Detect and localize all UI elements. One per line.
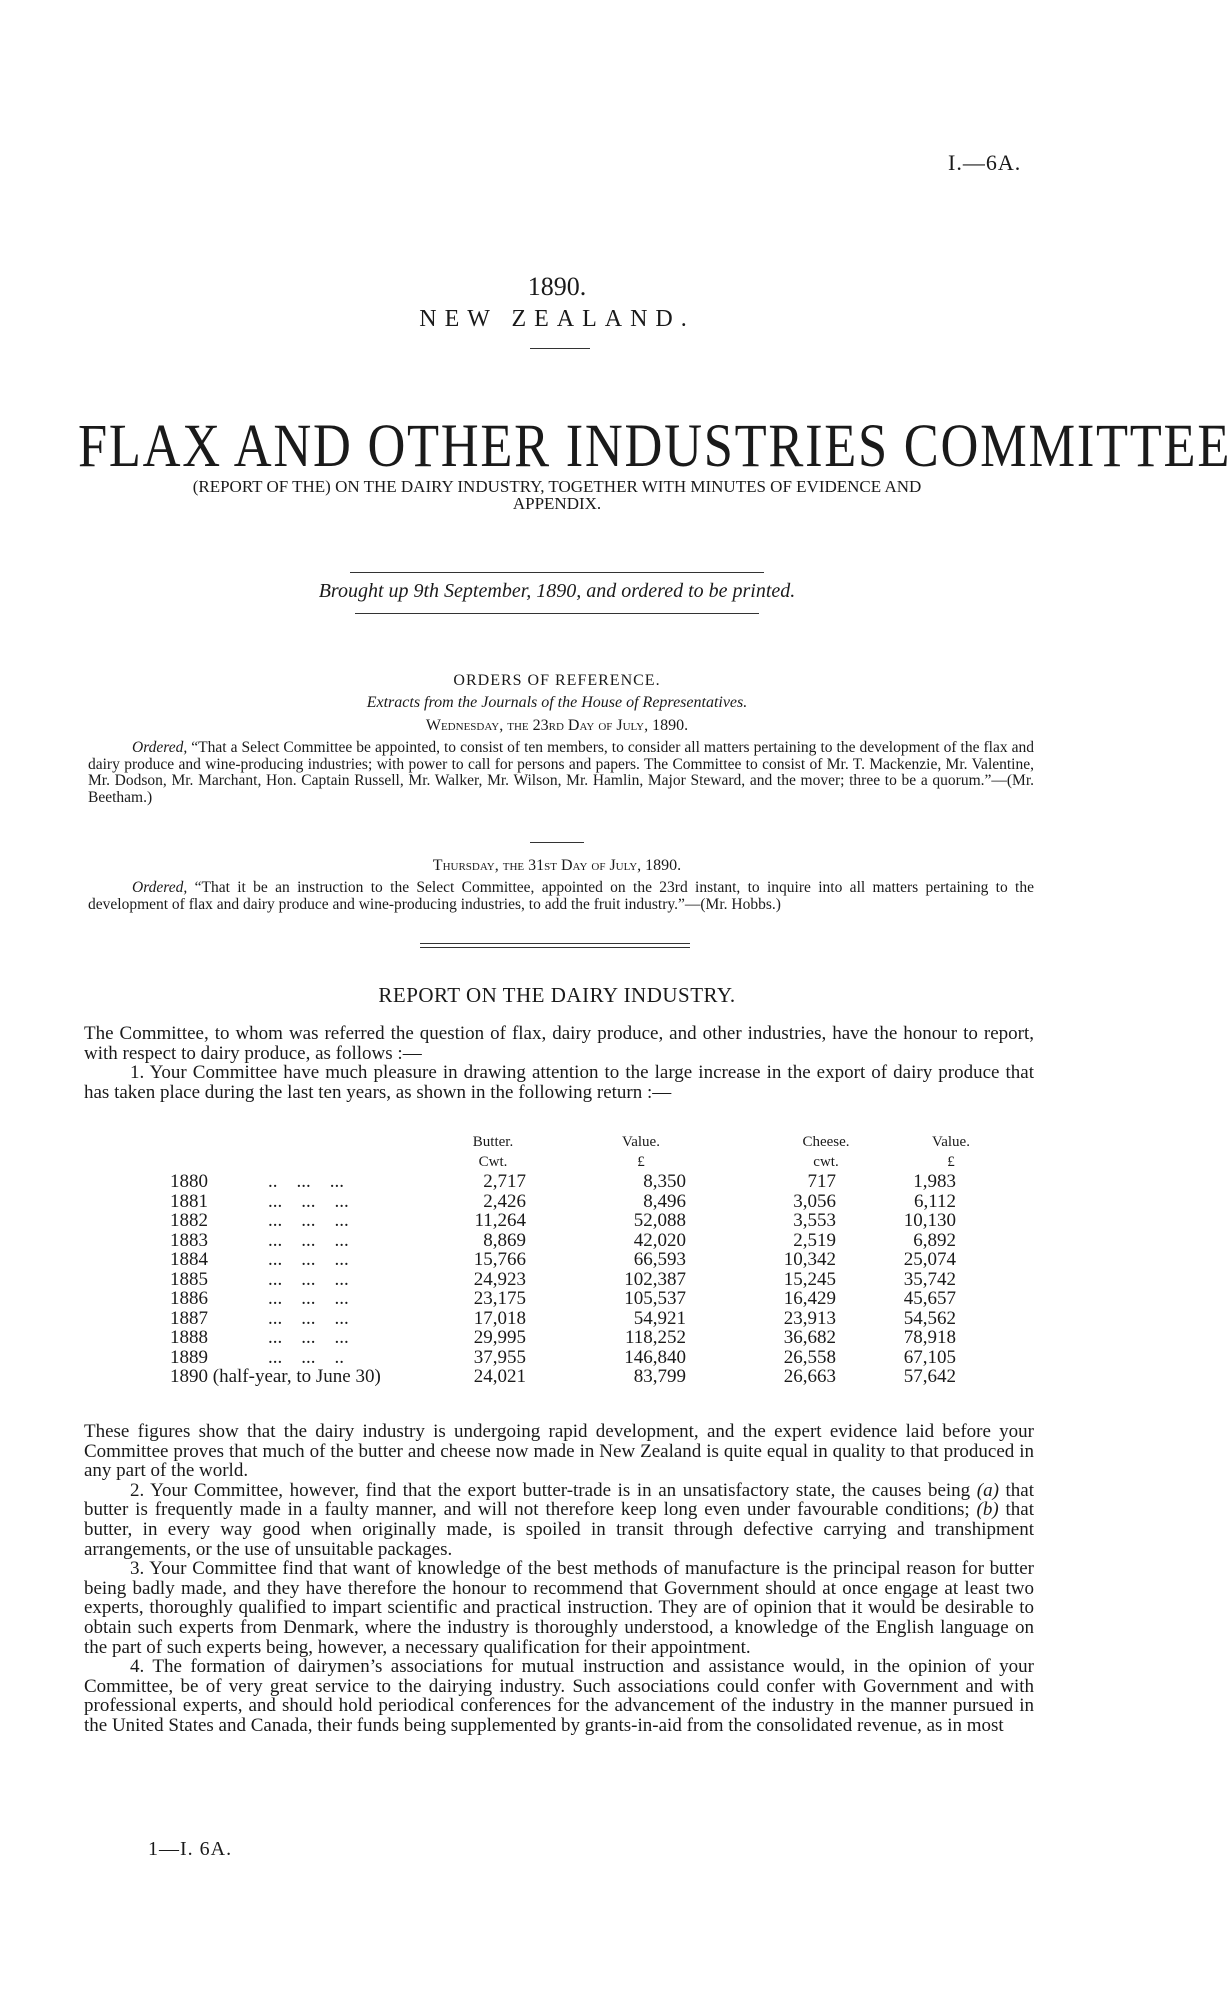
table-row bbox=[170, 1172, 1006, 1192]
divider bbox=[420, 943, 690, 944]
divider bbox=[530, 842, 584, 843]
cheese-value-cell: 78,918 bbox=[903, 1327, 956, 1348]
cheese-cell: 2,519 bbox=[793, 1229, 836, 1251]
butter-cell: 2,426 bbox=[483, 1190, 526, 1212]
butter-cell: 11,264 bbox=[474, 1210, 526, 1231]
leader-dots: ... ... ... bbox=[268, 1190, 349, 1212]
table-row bbox=[170, 1348, 1006, 1368]
cheese-cell: 3,056 bbox=[793, 1190, 836, 1212]
butter-cell: 15,766 bbox=[473, 1249, 526, 1270]
brought-up-note: Brought up 9th September, 1890, and ordered to be printed. bbox=[318, 580, 796, 602]
year-cell: 1887 bbox=[170, 1307, 208, 1329]
butter-cell: 8,869 bbox=[483, 1229, 526, 1251]
butter-value-cell: 118,252 bbox=[624, 1327, 686, 1348]
column-header: Butter. Cwt. bbox=[472, 1134, 514, 1170]
butter-value-cell: 8,350 bbox=[643, 1171, 686, 1192]
butter-value-cell: 52,088 bbox=[633, 1210, 686, 1231]
cheese-cell: 10,342 bbox=[783, 1249, 836, 1270]
cheese-value-cell: 54,562 bbox=[903, 1307, 956, 1329]
cheese-value-cell: 6,112 bbox=[913, 1190, 956, 1212]
year-cell: 1889 bbox=[170, 1346, 208, 1368]
report-heading: REPORT ON THE DAIRY INDUSTRY. bbox=[378, 983, 736, 1007]
cheese-cell: 23,913 bbox=[783, 1307, 836, 1329]
table-row bbox=[170, 1328, 1006, 1348]
page-subtitle: (REPORT OF THE) ON THE DAIRY INDUSTRY, TOGETHER WITH MINUTES OF EVIDENCE AND APPENDIX. bbox=[192, 477, 922, 513]
cheese-value-cell: 67,105 bbox=[903, 1346, 956, 1368]
report-intro bbox=[84, 1024, 1034, 1102]
cheese-cell: 15,245 bbox=[783, 1268, 836, 1290]
table-row bbox=[170, 1289, 1006, 1309]
cheese-cell: 16,429 bbox=[783, 1288, 836, 1309]
cheese-value-cell: 35,742 bbox=[903, 1268, 956, 1290]
divider bbox=[420, 947, 690, 948]
cheese-cell: 26,663 bbox=[783, 1366, 836, 1387]
table-row bbox=[170, 1270, 1006, 1290]
leader-dots: ... ... ... bbox=[268, 1327, 349, 1348]
report-body bbox=[84, 1422, 1034, 1736]
leader-dots: ... ... ... bbox=[268, 1307, 349, 1329]
butter-value-cell: 105,537 bbox=[624, 1288, 686, 1309]
butter-value-cell: 66,593 bbox=[633, 1249, 686, 1270]
cheese-value-cell: 45,657 bbox=[903, 1288, 956, 1309]
cheese-value-cell: 57,642 bbox=[903, 1366, 956, 1387]
order-date-1: Wednesday, the 23rd Day of July, 1890. bbox=[425, 717, 689, 734]
butter-value-cell: 54,921 bbox=[633, 1307, 686, 1329]
ordered-label: Ordered, bbox=[132, 879, 188, 896]
table-row bbox=[170, 1367, 1006, 1387]
leader-dots: ... ... ... bbox=[268, 1268, 349, 1290]
leader-dots: ... ... .. bbox=[268, 1346, 344, 1368]
cheese-value-cell: 6,892 bbox=[913, 1229, 956, 1251]
paragraph-3: 3. Your Committee find that want of knowledge of the best methods of manufacture is the principal reason for butter being badly made, and they have therefore the honour to recommend that Government should at once engage at least two experts, thoroughly qualified to impart scientific and practical instruction. They are of opinion that it would be desirable to obtain such experts from Denmark, where the industry is thoroughly understood, a knowledge of the English language on the part of such experts being, however, a necessary qualification for their appointment. bbox=[84, 1558, 1034, 1658]
year-cell: 1885 bbox=[170, 1268, 208, 1290]
figures-paragraph: These figures show that the dairy industry is undergoing rapid development, and the expert evidence laid before your Committee proves that much of the butter and cheese now made in New Zealand is quite equal in quality to that produced in any part of the world. bbox=[84, 1421, 1034, 1482]
butter-cell: 24,021 bbox=[473, 1366, 526, 1387]
paragraph-4: 4. The formation of dairymen’s associations for mutual instruction and assistance would, in the opinion of your Committee, be of very great service to the dairying industry. Such associations could confer with Government and with professional experts, and should hold periodical conferences for the advancement of the industry in the manner pursued in the United States and Canada, their funds being supplemented by grants-in-aid from the consolidated revenue, as in most bbox=[84, 1656, 1034, 1736]
column-header: Value. £ bbox=[932, 1134, 970, 1170]
year-cell: 1881 bbox=[170, 1190, 208, 1212]
cheese-cell: 3,553 bbox=[793, 1210, 836, 1231]
order-text-1: “That a Select Committee be appointed, to consist of ten members, to consider all matters pertaining to the development of the flax and dairy produce and wine-producing industries; with power to call for persons and papers. The Committee to consist of Mr. T. Mackenzie, Mr. Valentine, Mr. Dodson, Mr. Marchant, Hon. Captain Russell, Mr. Walker, Mr. Wilson, Mr. Hamlin, Major Steward, and the mover; three to be a quorum.”—(Mr. Beetham.) bbox=[88, 739, 1034, 806]
year-cell: 1883 bbox=[170, 1229, 208, 1251]
column-header: Cheese. cwt. bbox=[802, 1134, 850, 1170]
leader-dots: ... ... ... bbox=[268, 1249, 349, 1270]
butter-value-cell: 8,496 bbox=[643, 1190, 686, 1212]
year-cell: 1882 bbox=[170, 1210, 208, 1231]
orders-extracts: Extracts from the Journals of the House of Representatives. bbox=[366, 694, 748, 711]
cheese-cell: 717 bbox=[807, 1171, 836, 1192]
country-heading: NEW ZEALAND. bbox=[419, 306, 695, 332]
table-row bbox=[170, 1211, 1006, 1231]
paragraph-1: 1. Your Committee have much pleasure in drawing attention to the large increase in the export of dairy produce that has taken place during the last ten years, as shown in the following return :— bbox=[84, 1062, 1034, 1103]
publication-year: 1890. bbox=[527, 272, 587, 301]
leader-dots: ... ... ... bbox=[268, 1210, 349, 1231]
divider bbox=[530, 348, 590, 349]
paper-reference: I.—6A. bbox=[948, 150, 1022, 175]
year-cell: 1890 (half-year, to June 30) bbox=[170, 1366, 381, 1387]
leader-dots: .. ... ... bbox=[268, 1171, 344, 1192]
table-row bbox=[170, 1309, 1006, 1329]
butter-value-cell: 146,840 bbox=[624, 1346, 686, 1368]
column-header: Value. £ bbox=[622, 1134, 660, 1170]
order-text-2: “That it be an instruction to the Select Committee, appointed on the 23rd instant, to inquire into all matters pertaining to the development of flax and dairy produce and wine-producing industries, to add the fruit industry.”—(Mr. Hobbs.) bbox=[88, 879, 1034, 913]
cheese-value-cell: 1,983 bbox=[913, 1171, 956, 1192]
cheese-cell: 36,682 bbox=[783, 1327, 836, 1348]
table-row bbox=[170, 1192, 1006, 1212]
year-cell: 1886 bbox=[170, 1288, 208, 1309]
cheese-value-cell: 10,130 bbox=[903, 1210, 956, 1231]
paragraph-2: 2. Your Committee, however, find that the export butter-trade is in an unsatisfactory state, the causes being (a) that butter is frequently made in a faulty manner, and will not therefore keep long even under favourable conditions; (b) that butter, in every way good when originally made, is spoiled in transit through defective carrying and transhipment arrangements, or the use of unsuitable packages. bbox=[84, 1479, 1035, 1560]
butter-cell: 29,995 bbox=[473, 1327, 526, 1348]
orders-heading: ORDERS OF REFERENCE. bbox=[453, 672, 661, 689]
butter-value-cell: 102,387 bbox=[624, 1268, 686, 1290]
butter-cell: 37,955 bbox=[473, 1346, 526, 1368]
butter-cell: 23,175 bbox=[473, 1288, 526, 1309]
ordered-label: Ordered, bbox=[132, 739, 188, 756]
table-header-row bbox=[170, 1133, 1006, 1172]
butter-value-cell: 42,020 bbox=[633, 1229, 686, 1251]
cheese-cell: 26,558 bbox=[783, 1346, 836, 1368]
table-row bbox=[170, 1250, 1006, 1270]
page-title: FLAX AND OTHER INDUSTRIES COMMITTEE bbox=[77, 413, 1231, 480]
year-cell: 1888 bbox=[170, 1327, 208, 1348]
page-signature: 1—I. 6A. bbox=[148, 1838, 233, 1860]
dairy-export-table bbox=[170, 1133, 1006, 1387]
leader-dots: ... ... ... bbox=[268, 1229, 349, 1251]
butter-cell: 17,018 bbox=[473, 1307, 526, 1329]
table-row bbox=[170, 1231, 1006, 1251]
butter-value-cell: 83,799 bbox=[633, 1366, 686, 1387]
divider bbox=[350, 572, 764, 573]
leader-dots: ... ... ... bbox=[268, 1288, 349, 1309]
butter-cell: 2,717 bbox=[483, 1171, 526, 1192]
divider bbox=[355, 613, 759, 614]
intro-paragraph: The Committee, to whom was referred the question of flax, dairy produce, and other industries, have the honour to report, with respect to dairy produce, as follows :— bbox=[84, 1023, 1034, 1064]
year-cell: 1880 bbox=[170, 1171, 208, 1192]
butter-cell: 24,923 bbox=[473, 1268, 526, 1290]
year-cell: 1884 bbox=[170, 1249, 208, 1270]
order-date-2: Thursday, the 31st Day of July, 1890. bbox=[432, 857, 682, 874]
order-paragraph-1 bbox=[88, 740, 1034, 806]
order-paragraph-2 bbox=[88, 880, 1034, 913]
cheese-value-cell: 25,074 bbox=[903, 1249, 956, 1270]
